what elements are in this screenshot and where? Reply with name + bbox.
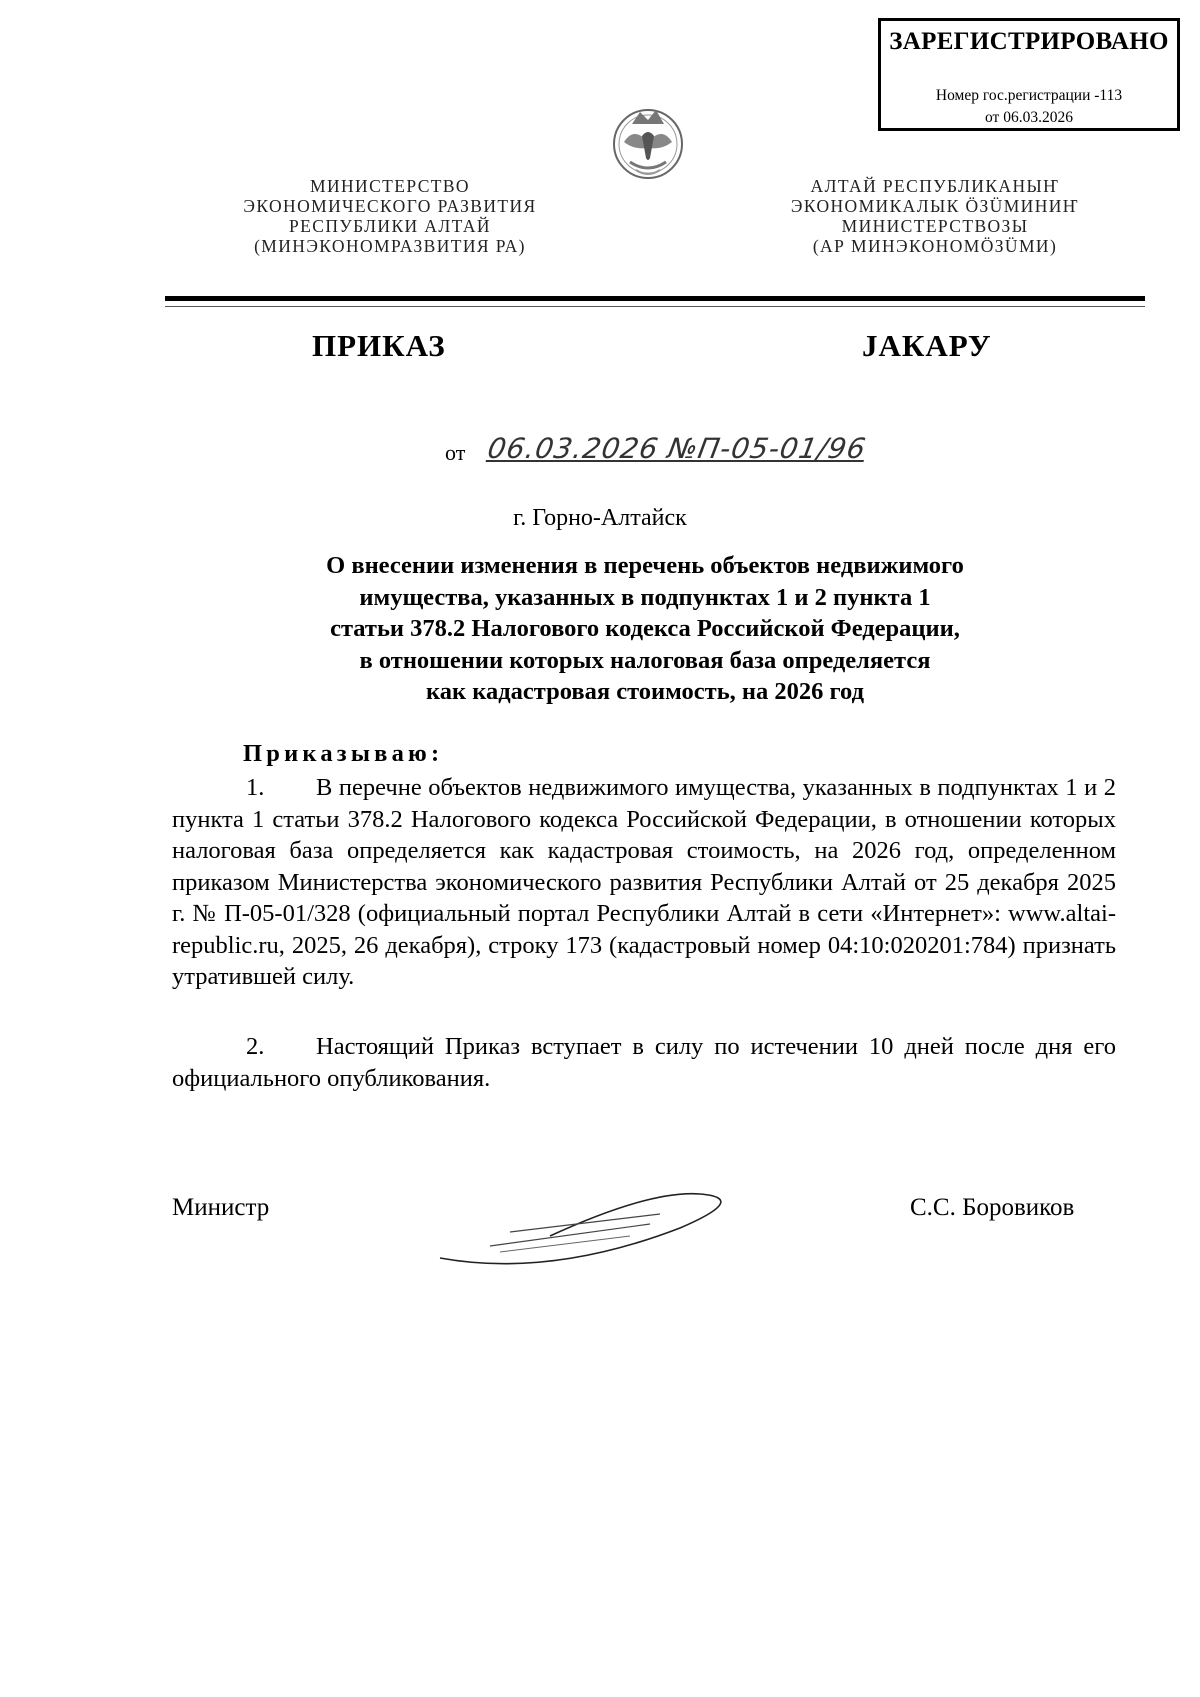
ministry-alt-line: МИНИСТЕРСТВОЗЫ [841, 216, 1029, 236]
registration-number: Номер гос.регистрации -113 [935, 87, 1123, 104]
handwritten-signature [430, 1186, 770, 1271]
header-rule-thin [165, 306, 1145, 307]
ministry-ru-line: ЭКОНОМИЧЕСКОГО РАЗВИТИЯ [243, 196, 537, 216]
ministry-alt-line: АЛТАЙ РЕСПУБЛИКАНЫҤ [810, 176, 1060, 196]
coat-of-arms-icon [610, 92, 686, 192]
ministry-ru-line: (МИНЭКОНОМРАЗВИТИЯ РА) [254, 236, 526, 256]
orders-heading: Приказываю: [243, 740, 444, 767]
subject-line: как кадастровая стоимость, на 2026 год [426, 678, 864, 705]
order-title-ru: ПРИКАЗ [312, 328, 446, 363]
subject-line: в отношении которых налоговая база определяется [359, 646, 931, 674]
order-item [172, 772, 1116, 993]
order-subject [230, 550, 1060, 708]
order-item-number: 2. [246, 1033, 265, 1060]
header-rule [165, 296, 1145, 301]
ministry-header-ru [190, 176, 590, 256]
subject-line: имущества, указанных в подпунктах 1 и 2 пункта 1 [359, 583, 931, 611]
order-item-text: Настоящий Приказ вступает в силу по истечении 10 дней после дня его официального опубликования. [172, 1033, 1116, 1092]
order-item-text: В перечне объектов недвижимого имущества, указанных в подпунктах 1 и 2 пункта 1 статьи 378.2 Налогового кодекса Российской Федерации, в отношении которых налоговая база определяется как кадастровая стоимость, на 2026 год, определенном приказом Министерства экономического развития Республики Алтай от 25 декабря 2025 г. № П-05-01/328 (официальный портал Республики Алтай в сети «Интернет»: www.altai-republic.ru, 2025, 26 декабря), строку 173 (кадастровый номер 04:10:020201:784) признать утратившей силу. [172, 774, 1116, 990]
subject-line: О внесении изменения в перечень объектов недвижимого [326, 552, 964, 579]
registration-title: ЗАРЕГИСТРИРОВАНО [889, 28, 1169, 55]
signer-name: С.С. Боровиков [910, 1194, 1075, 1221]
ministry-header-alt [745, 176, 1125, 256]
registration-date: от 06.03.2026 [985, 109, 1073, 126]
ministry-ru-line: РЕСПУБЛИКИ АЛТАЙ [289, 216, 491, 236]
ministry-alt-line: (АР МИНЭКОНОМÖЗÜМИ) [812, 236, 1058, 256]
order-item-number: 1. [246, 774, 265, 801]
ministry-alt-line: ЭКОНОМИКАЛЫК ÖЗÜМИНИҤ [790, 196, 1080, 216]
registration-stamp [878, 18, 1180, 131]
order-date-prefix: от [445, 440, 466, 465]
order-title-alt: ЈАКАРУ [862, 328, 992, 363]
order-city: г. Горно-Алтайск [513, 505, 687, 531]
subject-line: статьи 378.2 Налогового кодекса Российской Федерации, [330, 615, 960, 642]
ministry-ru-line: МИНИСТЕРСТВО [310, 176, 470, 196]
signer-title: Министр [172, 1194, 270, 1221]
order-date-number: 06.03.2026 №П-05-01/96 [485, 432, 869, 465]
order-item [172, 1031, 1116, 1094]
